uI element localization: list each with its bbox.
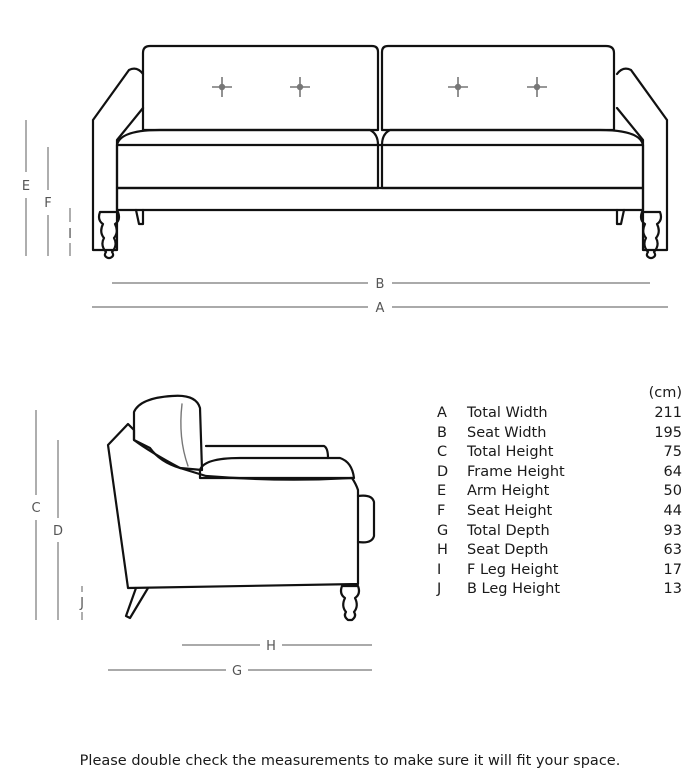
row-value: 50	[663, 483, 682, 500]
row-name: F Leg Height	[467, 561, 559, 578]
dim-label-d: D	[52, 524, 64, 539]
row-letter: A	[437, 405, 447, 421]
table-row	[437, 522, 682, 542]
row-value: 93	[663, 522, 682, 539]
tufting-buttons	[212, 77, 547, 97]
row-name: B Leg Height	[467, 581, 561, 598]
dim-label-j: J	[80, 596, 84, 611]
seat-cushion-right	[382, 130, 643, 188]
table-row	[437, 443, 682, 463]
row-letter: G	[437, 522, 449, 539]
row-letter: J	[437, 581, 442, 598]
side-arm-body	[108, 424, 358, 588]
dim-label-b: B	[375, 277, 385, 292]
sofa-side-view	[108, 396, 374, 620]
sofa-base-rail	[117, 188, 643, 210]
row-value: 195	[654, 424, 682, 441]
row-name: Seat Height	[467, 502, 553, 519]
row-value: 63	[663, 542, 682, 559]
table-row	[437, 463, 682, 483]
dim-label-c: C	[31, 501, 41, 516]
back-cushion-right	[382, 46, 614, 130]
row-name: Frame Height	[467, 463, 565, 480]
seat-cushion-left	[117, 130, 378, 188]
table-row	[437, 580, 682, 600]
side-dimension-labels	[31, 501, 275, 679]
footer-note: Please double check the measurements to make sure it will fit your space.	[79, 753, 621, 769]
sofa-front-view	[93, 46, 667, 258]
row-value: 13	[663, 581, 682, 598]
row-value: 75	[663, 444, 682, 461]
side-front-bolster	[358, 496, 374, 543]
row-value: 44	[663, 502, 682, 519]
tuft-button	[448, 77, 468, 97]
side-front-leg	[341, 586, 359, 620]
row-letter: I	[437, 561, 442, 578]
dim-label-f: F	[44, 196, 52, 211]
table-row	[437, 502, 682, 522]
back-leg-left	[136, 210, 143, 224]
table-row	[437, 424, 682, 444]
dimensions-table	[437, 382, 682, 600]
side-arm-top	[206, 446, 328, 458]
row-name: Total Width	[467, 405, 548, 421]
row-name: Seat Width	[467, 424, 547, 441]
table-row	[437, 541, 682, 561]
dim-label-g: G	[231, 664, 243, 679]
row-name: Total Height	[467, 444, 554, 461]
row-name: Arm Height	[467, 483, 550, 500]
tuft-button	[527, 77, 547, 97]
front-dimension-lines	[26, 120, 668, 307]
row-letter: C	[437, 444, 448, 461]
table-row	[437, 561, 682, 581]
row-letter: D	[437, 463, 449, 480]
dim-label-e: E	[21, 179, 31, 194]
front-dimension-labels	[22, 179, 385, 316]
side-dimension-lines	[36, 410, 372, 670]
side-back-leg	[126, 588, 148, 618]
dim-label-h: H	[266, 639, 276, 654]
side-seat-cushion	[200, 458, 354, 478]
tuft-button	[212, 77, 232, 97]
unit-label: (cm)	[648, 385, 682, 401]
row-letter: F	[437, 502, 446, 519]
row-letter: H	[437, 542, 448, 559]
side-back-cushion	[134, 396, 202, 470]
row-name: Seat Depth	[467, 542, 549, 559]
row-value: 64	[663, 463, 682, 480]
dim-label-i: I	[68, 227, 72, 242]
table-row	[437, 482, 682, 502]
back-cushion-left	[143, 46, 378, 130]
dim-label-a: A	[375, 301, 385, 316]
table-row	[437, 404, 682, 424]
row-letter: B	[437, 424, 447, 441]
row-name: Total Depth	[467, 522, 550, 539]
row-value: 211	[654, 405, 682, 421]
tuft-button	[290, 77, 310, 97]
back-leg-right	[617, 210, 624, 224]
row-letter: E	[437, 483, 447, 500]
row-value: 17	[663, 561, 682, 578]
